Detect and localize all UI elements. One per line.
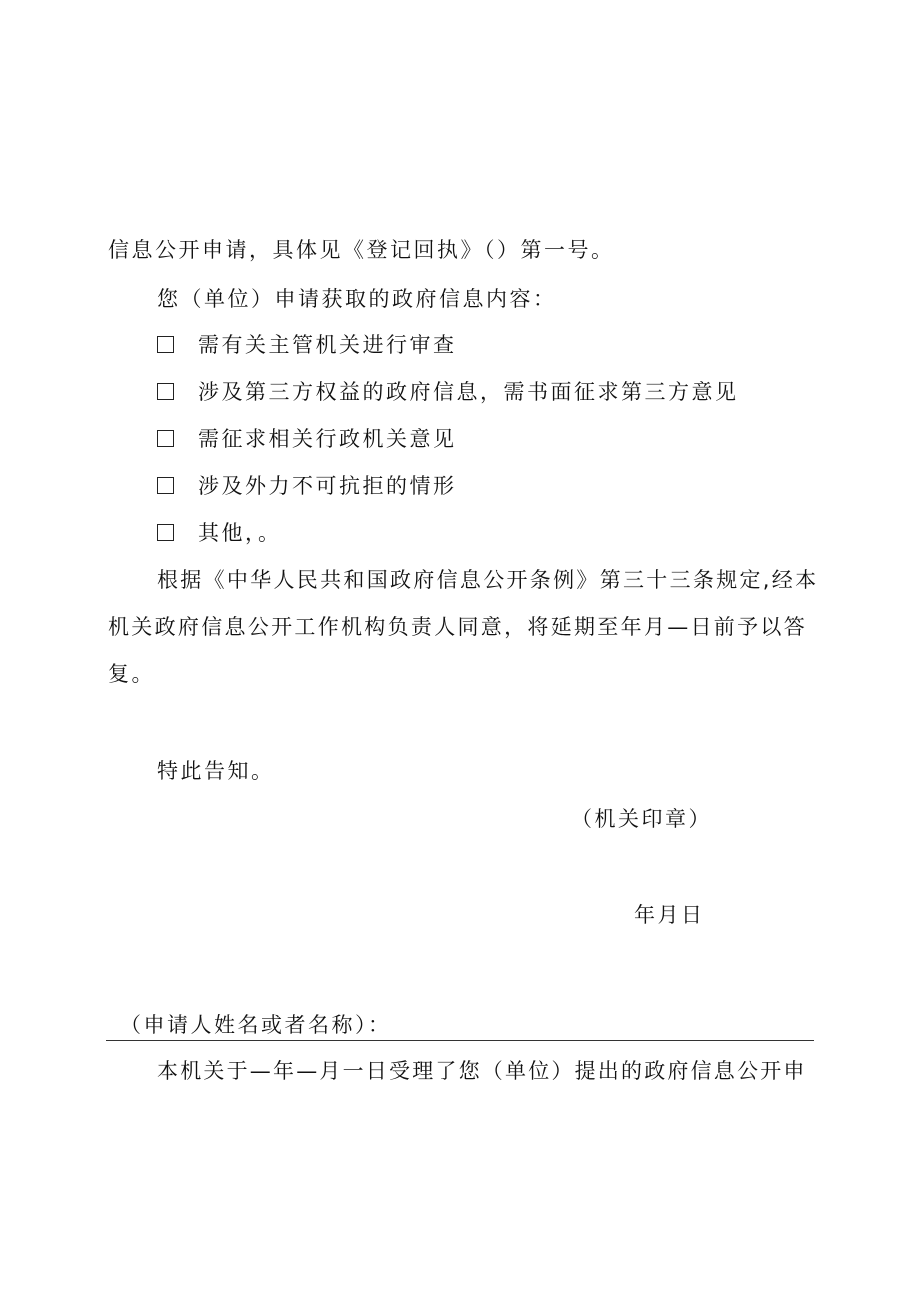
divider-line <box>106 1040 814 1041</box>
basis-paragraph-line1: 根据《中华人民共和国政府信息公开条例》第三十三条规定,经本 <box>157 568 819 592</box>
checkbox-agency-opinion[interactable] <box>157 430 174 447</box>
seal-placeholder: （机关印章） <box>571 807 712 831</box>
checkbox-third-party[interactable] <box>157 383 174 400</box>
content-intro: 您（单位）申请获取的政府信息内容： <box>157 287 557 311</box>
applicant-label: （申请人姓名或者名称）： <box>120 1013 392 1037</box>
acceptance-text: 本机关于—年—月一日受理了您（单位）提出的政府信息公开申 <box>157 1059 807 1083</box>
checkbox-row-other[interactable] <box>157 519 282 547</box>
checkbox-row-agency-opinion[interactable] <box>157 425 457 453</box>
checkbox-review[interactable] <box>157 336 174 353</box>
checkbox-label-force-majeure: 涉及外力不可抗拒的情形 <box>198 474 457 498</box>
checkbox-label-review: 需有关主管机关进行审查 <box>198 333 457 357</box>
continuation-text: 信息公开申请，具体见《登记回执》（）第一号。 <box>108 238 615 262</box>
notice-text: 特此告知。 <box>157 759 275 783</box>
checkbox-other[interactable] <box>157 524 174 541</box>
checkbox-label-third-party: 涉及第三方权益的政府信息，需书面征求第三方意见 <box>198 380 739 404</box>
checkbox-row-force-majeure[interactable] <box>157 472 457 500</box>
checkbox-row-review[interactable] <box>157 331 457 359</box>
basis-paragraph-line2: 机关政府信息公开工作机构负责人同意，将延期至年月—日前予以答 <box>108 615 807 639</box>
checkbox-row-third-party[interactable] <box>157 378 739 406</box>
basis-paragraph-line3: 复。 <box>108 662 155 686</box>
date-placeholder: 年月日 <box>634 903 705 927</box>
checkbox-label-agency-opinion: 需征求相关行政机关意见 <box>198 427 457 451</box>
checkbox-force-majeure[interactable] <box>157 477 174 494</box>
checkbox-label-other: 其他，。 <box>198 521 282 545</box>
